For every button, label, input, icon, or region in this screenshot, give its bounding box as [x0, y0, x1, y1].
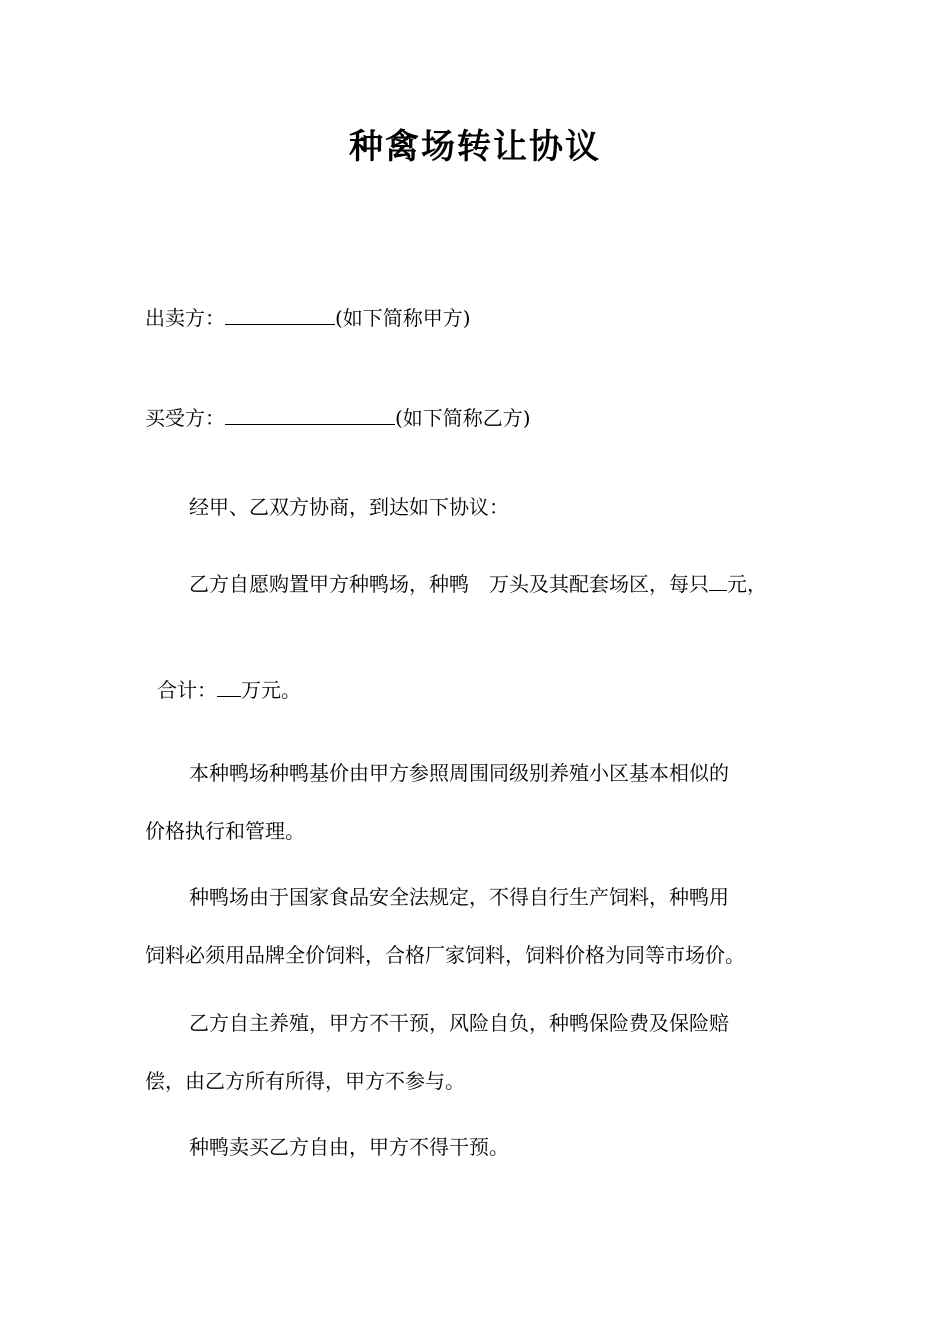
buyer-label: 买受方：	[145, 406, 225, 430]
buyer-name-blank	[225, 402, 395, 425]
seller-suffix: (如下简称甲方)	[335, 306, 471, 330]
seller-name-blank	[225, 302, 335, 325]
buyer-suffix: (如下简称乙方)	[395, 406, 531, 430]
unit-price-blank	[709, 568, 727, 591]
seller-line	[145, 302, 471, 333]
clause1-line1	[145, 568, 767, 599]
clause1-part3: 合计：	[157, 678, 217, 702]
document-title: 种禽场转让协议	[349, 127, 601, 167]
clause1-part4: 万元。	[241, 678, 301, 702]
clause2-line2: 价格执行和管理。	[145, 819, 305, 843]
seller-label: 出卖方：	[145, 306, 225, 330]
clause1-part1: 乙方自愿购置甲方种鸭场，种鸭 万头及其配套场区，每只	[189, 572, 709, 596]
clause3-line2: 饲料必须用品牌全价饲料，合格厂家饲料，饲料价格为同等市场价。	[145, 943, 745, 967]
clause4-line2: 偿，由乙方所有所得，甲方不参与。	[145, 1069, 465, 1093]
clause2-line1: 本种鸭场种鸭基价由甲方参照周围同级别养殖小区基本相似的	[189, 761, 729, 785]
intro-text: 经甲、乙双方协商，到达如下协议：	[189, 495, 509, 519]
clause3-line1: 种鸭场由于国家食品安全法规定，不得自行生产饲料，种鸭用	[189, 885, 729, 909]
total-blank	[217, 674, 241, 697]
clause1-line2	[157, 674, 301, 705]
clause5-text: 种鸭卖买乙方自由，甲方不得干预。	[189, 1135, 509, 1159]
clause1-part2: 元，	[727, 572, 767, 596]
buyer-line	[145, 402, 531, 433]
clause4-line1: 乙方自主养殖，甲方不干预，风险自负，种鸭保险费及保险赔	[189, 1011, 729, 1035]
